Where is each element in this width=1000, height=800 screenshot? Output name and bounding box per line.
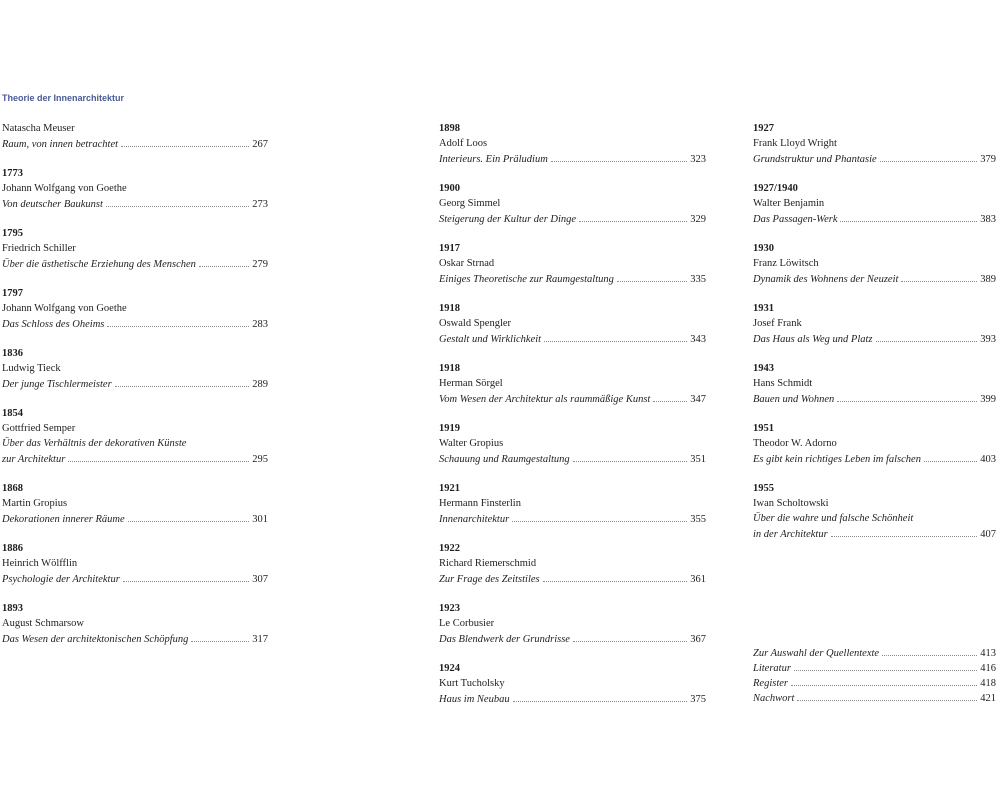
toc-entry [439,361,706,406]
entry-year: 1893 [2,603,23,614]
entry-year: 1955 [753,483,774,494]
entry-title: Von deutscher Baukunst [2,199,103,210]
entry-title-row [2,571,268,586]
appendix-row [753,690,996,705]
dot-leader [579,211,687,222]
entry-title: Grundstruktur und Phantasie [753,154,877,165]
entry-title-row [2,256,268,271]
entry-title-row [2,631,268,646]
entry-title-row [2,316,268,331]
entry-title-row [753,151,996,166]
toc-entry [2,601,268,646]
entry-page-number: 323 [690,154,706,165]
entry-title: Über die ästhetische Erziehung des Menschen [2,259,196,270]
entry-page-number: 361 [690,574,706,585]
entry-author: Walter Gropius [439,438,504,449]
toc-entry [2,286,268,331]
entry-title: Das Schloss des Oheims [2,319,105,330]
appendix-page-number: 416 [980,663,996,674]
entry-title-row [753,331,996,346]
entry-author: Franz Löwitsch [753,258,819,269]
entry-year: 1923 [439,603,460,614]
entry-page-number: 329 [690,214,706,225]
dot-leader [882,645,977,656]
dot-leader [544,331,687,342]
dot-leader [123,571,249,582]
entry-page-number: 351 [690,454,706,465]
entry-title-row [2,136,268,151]
entry-title: Einiges Theoretische zur Raumgestaltung [439,274,614,285]
appendix-row [753,660,996,675]
appendix-title: Zur Auswahl der Quellentexte [753,648,880,659]
entry-author: Oswald Spengler [439,318,512,329]
entry-title: zur Architektur [2,454,66,465]
toc-entry [439,421,706,466]
entry-year: 1795 [2,228,23,239]
entry-author: Richard Riemerschmid [439,558,537,569]
entry-page-number: 307 [252,574,268,585]
entry-author: Herman Sörgel [439,378,503,389]
dot-leader [617,271,687,282]
entry-title: Dekorationen innerer Räume [2,514,125,525]
entry-author: Georg Simmel [439,198,501,209]
entry-page-number: 379 [980,154,996,165]
dot-leader [791,675,977,686]
entry-page-number: 403 [980,454,996,465]
dot-leader [840,211,977,222]
entry-page-number: 279 [252,259,268,270]
entry-author: Heinrich Wölfflin [2,558,78,569]
appendix-title: Nachwort [753,693,795,704]
entry-year: 1917 [439,243,460,254]
entry-title-row [439,331,706,346]
dot-leader [880,151,977,162]
entry-year: 1919 [439,423,460,434]
entry-author: Walter Benjamin [753,198,825,209]
appendix-row [753,645,996,660]
entry-title: Das Blendwerk der Grundrisse [439,634,570,645]
entry-author: Oskar Strnad [439,258,495,269]
dot-leader [121,136,249,147]
entry-title: Das Haus als Weg und Platz [753,334,873,345]
dot-leader [901,271,977,282]
entry-title-row [753,391,996,406]
toc-entry [753,361,996,406]
dot-leader [191,631,249,642]
dot-leader [794,660,977,671]
entry-page-number: 399 [980,394,996,405]
toc-entry [753,241,996,286]
entry-author: Hermann Finsterlin [439,498,521,509]
dot-leader [513,691,687,702]
entry-title: Schauung und Raumgestaltung [439,454,570,465]
toc-entry [439,481,706,526]
entry-title: Das Wesen der architektonischen Schöpfung [2,634,189,645]
toc-entry [753,481,996,541]
toc-entry [439,121,706,166]
entry-page-number: 367 [690,634,706,645]
entry-title: Raum, von innen betrachtet [2,139,119,150]
entry-year: 1931 [753,303,774,314]
entry-title-row [439,271,706,286]
entry-author: Le Corbusier [439,618,495,629]
entry-title: Das Passagen-Werk [753,214,838,225]
toc-entry [439,181,706,226]
appendix-page-number: 418 [980,678,996,689]
entry-year: 1922 [439,543,460,554]
entry-title-row [2,451,268,466]
entry-year: 1868 [2,483,23,494]
entry-year: 1927/1940 [753,183,798,194]
entry-title-row [2,196,268,211]
entry-title-line: Über die wahre und falsche Schönheit [753,513,914,524]
entry-author: Josef Frank [753,318,802,329]
section-title: Theorie der Innenarchitektur [2,93,125,103]
entry-author: August Schmarsow [2,618,84,629]
entry-author: Iwan Scholtowski [753,498,829,509]
entry-title: Es gibt kein richtiges Leben im falschen [753,454,921,465]
entry-year: 1930 [753,243,774,254]
entry-author: Frank Lloyd Wright [753,138,837,149]
entry-title-row [439,211,706,226]
entry-page-number: 389 [980,274,996,285]
entry-title: Haus im Neubau [439,694,510,705]
entry-page-number: 301 [252,514,268,525]
toc-entry [439,241,706,286]
entry-year: 1924 [439,663,460,674]
entry-page-number: 317 [252,634,268,645]
toc-entry [439,661,706,706]
entry-title-row [753,526,996,541]
toc-entry [753,181,996,226]
appendix-title: Literatur [753,663,791,674]
entry-page-number: 295 [252,454,268,465]
entry-title-row [439,511,706,526]
entry-author: Theodor W. Adorno [753,438,837,449]
entry-year: 1927 [753,123,774,134]
dot-leader [128,511,249,522]
toc-entry [2,406,268,466]
entry-year: 1943 [753,363,774,374]
entry-title-row [439,631,706,646]
entry-year: 1773 [2,168,23,179]
entry-page-number: 407 [980,529,996,540]
entry-title: in der Architektur [753,529,828,540]
dot-leader [653,391,687,402]
entry-page-number: 343 [690,334,706,345]
entry-year: 1918 [439,363,460,374]
toc-entry [2,481,268,526]
entry-title-row [753,271,996,286]
entry-title-line: Über das Verhältnis der dekorativen Künste [2,438,187,449]
appendix-row [753,675,996,690]
entry-year: 1900 [439,183,460,194]
dot-leader [924,451,977,462]
entry-title-row [2,511,268,526]
entry-author: Ludwig Tieck [2,363,61,374]
appendix-page-number: 413 [980,648,996,659]
toc-entry [439,301,706,346]
entry-author: Gottfried Semper [2,423,76,434]
entry-year: 1921 [439,483,460,494]
entry-title: Zur Frage des Zeitstiles [439,574,540,585]
appendix-title: Register [753,678,788,689]
dot-leader [551,151,687,162]
toc-entry [753,421,996,466]
entry-title: Gestalt und Wirklichkeit [439,334,542,345]
dot-leader [837,391,977,402]
entry-page-number: 355 [690,514,706,525]
entry-year: 1898 [439,123,460,134]
entry-title-row [439,391,706,406]
entry-page-number: 289 [252,379,268,390]
toc-entry [2,541,268,586]
appendix-page-number: 421 [980,693,996,704]
toc-entry [753,121,996,166]
dot-leader [68,451,249,462]
dot-leader [107,316,249,327]
toc-entry [753,301,996,346]
dot-leader [876,331,978,342]
entry-author: Natascha Meuser [2,123,75,134]
toc-entry [2,121,268,151]
entry-title-row [439,691,706,706]
entry-author: Kurt Tucholsky [439,678,505,689]
entry-year: 1918 [439,303,460,314]
entry-title-row [439,451,706,466]
dot-leader [199,256,249,267]
entry-title: Bauen und Wohnen [753,394,835,405]
entry-page-number: 375 [690,694,706,705]
entry-author: Hans Schmidt [753,378,813,389]
entry-title-row [753,451,996,466]
entry-page-number: 283 [252,319,268,330]
entry-title-row [439,571,706,586]
entry-year: 1886 [2,543,23,554]
entry-title: Der junge Tischlermeister [2,379,112,390]
dot-leader [573,631,687,642]
entry-title: Vom Wesen der Architektur als raummäßige Kunst [439,394,651,405]
toc-column-1 [2,121,268,661]
dot-leader [115,376,249,387]
dot-leader [797,690,977,701]
appendix-list [753,645,996,705]
dot-leader [831,526,977,537]
entry-author: Adolf Loos [439,138,488,149]
entry-title: Interieurs. Ein Präludium [439,154,548,165]
dot-leader [573,451,687,462]
entry-title-row [753,211,996,226]
entry-author: Martin Gropius [2,498,68,509]
toc-entry [439,601,706,646]
entry-page-number: 267 [252,139,268,150]
toc-column-3 [753,121,996,556]
entry-title: Psychologie der Architektur [2,574,120,585]
entry-title-row [439,151,706,166]
entry-title: Steigerung der Kultur der Dinge [439,214,577,225]
entry-title-row [2,376,268,391]
entry-year: 1854 [2,408,23,419]
toc-entry [439,541,706,586]
dot-leader [512,511,687,522]
toc-entry [2,346,268,391]
entry-author: Johann Wolfgang von Goethe [2,183,127,194]
entry-title: Innenarchitektur [439,514,510,525]
toc-column-2 [439,121,706,721]
entry-year: 1797 [2,288,23,299]
entry-page-number: 335 [690,274,706,285]
entry-page-number: 383 [980,214,996,225]
toc-entry [2,226,268,271]
toc-entry [2,166,268,211]
entry-page-number: 347 [690,394,706,405]
entry-author: Johann Wolfgang von Goethe [2,303,127,314]
entry-author: Friedrich Schiller [2,243,76,254]
entry-title: Dynamik des Wohnens der Neuzeit [753,274,899,285]
dot-leader [106,196,249,207]
entry-year: 1836 [2,348,23,359]
entry-page-number: 273 [252,199,268,210]
entry-year: 1951 [753,423,774,434]
entry-page-number: 393 [980,334,996,345]
dot-leader [543,571,687,582]
